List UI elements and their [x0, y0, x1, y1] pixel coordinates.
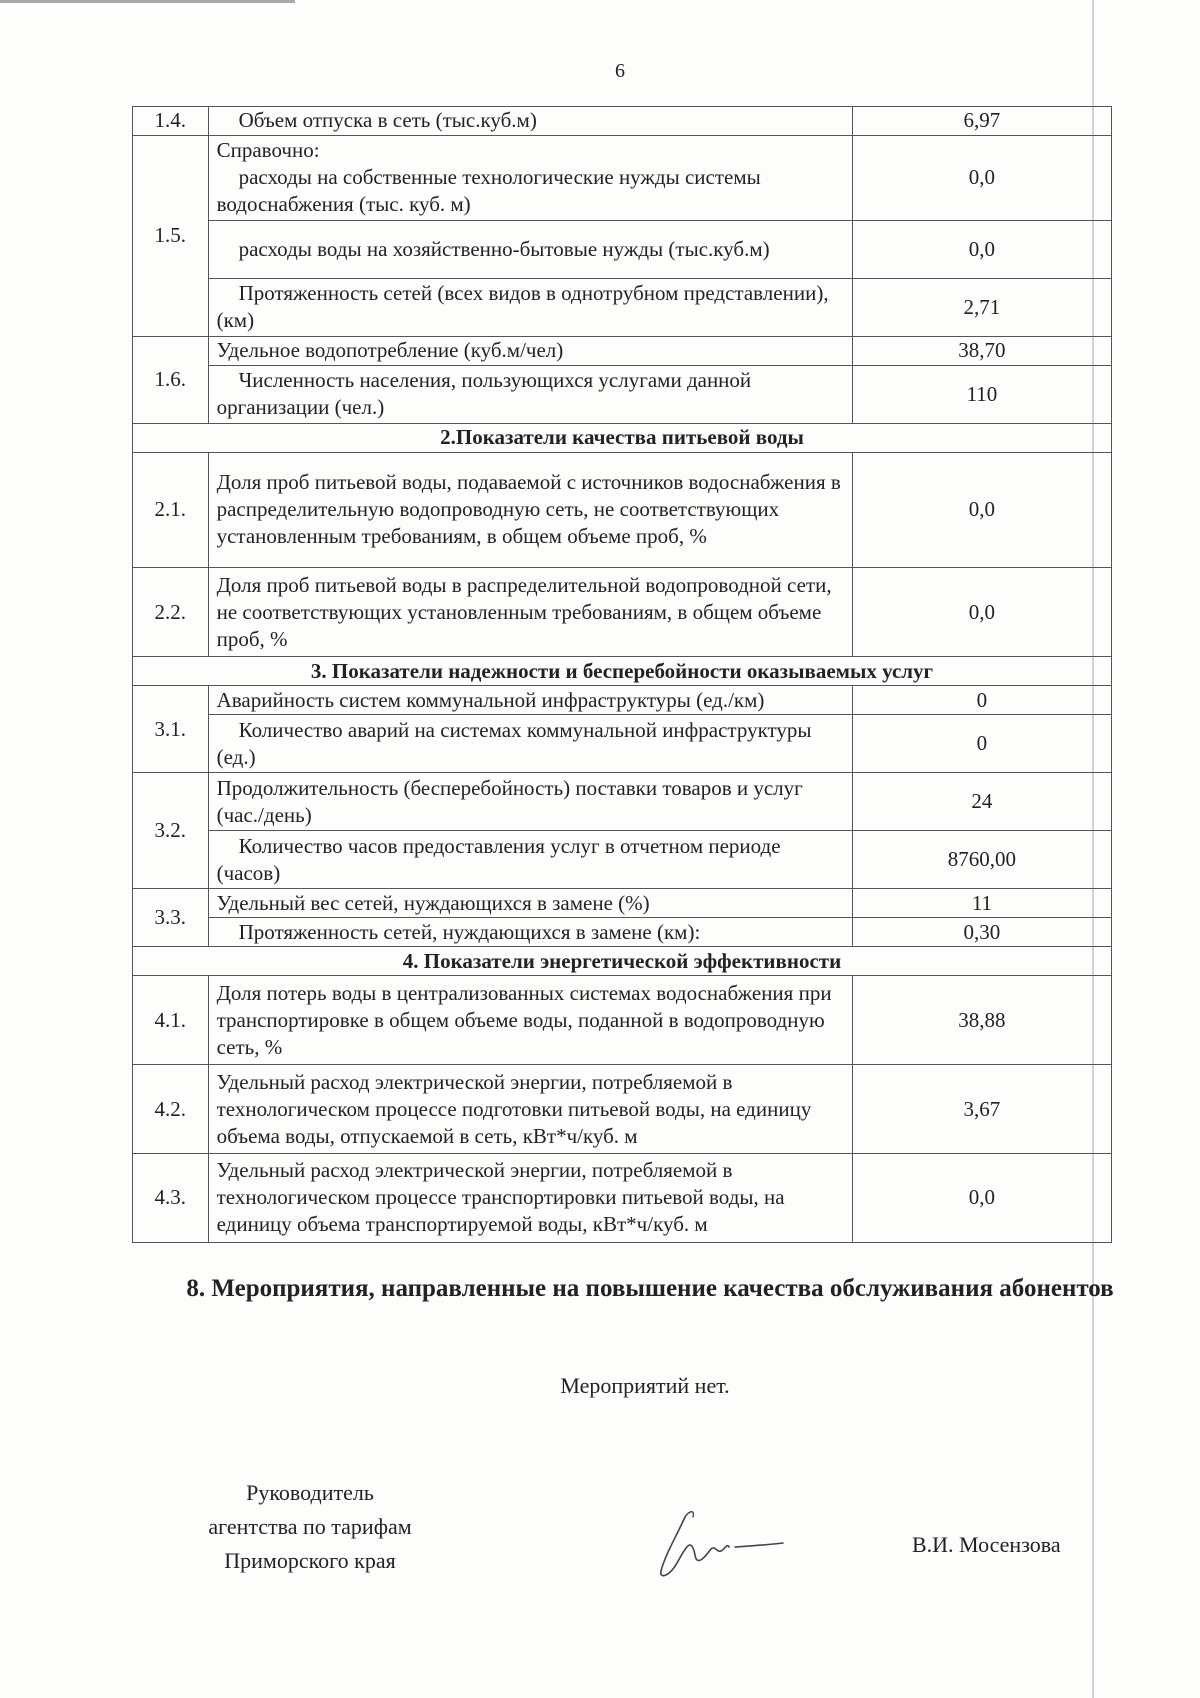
- table-row: [133, 889, 1112, 918]
- row-value: 0: [852, 715, 1111, 773]
- row-value: 0,0: [852, 1153, 1111, 1242]
- signature-scribble: [655, 1505, 795, 1585]
- row-value: 38,70: [852, 336, 1111, 365]
- signer-title: Руководитель агентства по тарифам Приморского края: [208, 1480, 412, 1573]
- row-value: 0,0: [852, 135, 1111, 220]
- table-row: [133, 365, 1112, 423]
- row-description: Количество часов предоставления услуг в отчетном периоде (часов): [208, 831, 852, 889]
- row-value: 11: [852, 889, 1111, 918]
- row-number: 4.1.: [133, 976, 209, 1065]
- row-description: Численность населения, пользующихся услугами данной организации (чел.): [208, 365, 852, 423]
- row-value: 24: [852, 773, 1111, 831]
- row-number: 4.2.: [133, 1065, 209, 1154]
- row-description: Аварийность систем коммунальной инфраструктуры (ед./км): [208, 686, 852, 715]
- row-number: 4.3.: [133, 1153, 209, 1242]
- row-value: 3,67: [852, 1065, 1111, 1154]
- scan-edge-top: [0, 0, 295, 3]
- section-heading: 8. Мероприятия, направленные на повышение качества обслуживания абонентов: [186, 1275, 1114, 1302]
- table-row: [133, 568, 1112, 657]
- row-description: Доля потерь воды в централизованных системах водоснабжения при транспортировке в общем объеме воды, поданной в водопроводную сеть, %: [208, 976, 852, 1065]
- row-value: 8760,00: [852, 831, 1111, 889]
- row-description: Удельное водопотребление (куб.м/чел): [208, 336, 852, 365]
- row-value: 38,88: [852, 976, 1111, 1065]
- row-description: расходы воды на хозяйственно-бытовые нужды (тыс.куб.м): [208, 220, 852, 278]
- row-number: 3.3.: [133, 889, 209, 947]
- row-value: 110: [852, 365, 1111, 423]
- row-value: 0,30: [852, 918, 1111, 947]
- row-number: 1.5.: [133, 135, 209, 336]
- row-number: 2.2.: [133, 568, 209, 657]
- no-activities-text: Мероприятий нет.: [560, 1373, 730, 1398]
- row-value: 6,97: [852, 107, 1111, 136]
- table-row: [133, 686, 1112, 715]
- table-row: [133, 715, 1112, 773]
- row-description: Протяженность сетей, нуждающихся в замене (км):: [208, 918, 852, 947]
- table-row: [133, 976, 1112, 1065]
- table-row: [133, 220, 1112, 278]
- row-number: 1.4.: [133, 107, 209, 136]
- row-description: Удельный вес сетей, нуждающихся в замене (%): [208, 889, 852, 918]
- row-value: 0,0: [852, 220, 1111, 278]
- table-row: [133, 135, 1112, 220]
- indicators-table: [132, 106, 1112, 1243]
- section-row: [133, 423, 1112, 452]
- section-title: 4. Показатели энергетической эффективности: [133, 947, 1112, 976]
- row-description: Протяженность сетей (всех видов в однотрубном представлении), (км): [208, 278, 852, 336]
- row-number: 2.1.: [133, 452, 209, 568]
- section-row: [133, 657, 1112, 686]
- row-description: Доля проб питьевой воды в распределительной водопроводной сети, не соответствующих установленным требованиям, в общем объеме проб, %: [208, 568, 852, 657]
- table-row: [133, 336, 1112, 365]
- page-number: 6: [615, 60, 625, 82]
- row-value: 0,0: [852, 452, 1111, 568]
- signer-name: В.И. Мосензова: [912, 1532, 1061, 1557]
- row-number: 3.1.: [133, 686, 209, 773]
- table-row: [133, 918, 1112, 947]
- row-description: Удельный расход электрической энергии, потребляемой в технологическом процессе транспортировки питьевой воды, на единицу объема транспортируемой воды, кВт*ч/куб. м: [208, 1153, 852, 1242]
- row-description: Количество аварий на системах коммунальной инфраструктуры (ед.): [208, 715, 852, 773]
- section-row: [133, 947, 1112, 976]
- row-description: Удельный расход электрической энергии, потребляемой в технологическом процессе подготовки питьевой воды, на единицу объема воды, отпускаемой в сеть, кВт*ч/куб. м: [208, 1065, 852, 1154]
- row-description: Объем отпуска в сеть (тыс.куб.м): [208, 107, 852, 136]
- table-row: [133, 1065, 1112, 1154]
- table-row: [133, 278, 1112, 336]
- row-value: 2,71: [852, 278, 1111, 336]
- row-value: 0,0: [852, 568, 1111, 657]
- table-row: [133, 831, 1112, 889]
- row-number: 1.6.: [133, 336, 209, 423]
- table-row: [133, 1153, 1112, 1242]
- table-row: [133, 773, 1112, 831]
- row-number: 3.2.: [133, 773, 209, 889]
- section-title: 3. Показатели надежности и бесперебойности оказываемых услуг: [133, 657, 1112, 686]
- table-row: [133, 452, 1112, 568]
- row-description: Доля проб питьевой воды, подаваемой с источников водоснабжения в распределительную водопроводную сеть, не соответствующих установленным требованиям, в общем объеме проб, %: [208, 452, 852, 568]
- row-description: Справочно: расходы на собственные технологические нужды системы водоснабжения (тыс. куб. м): [208, 135, 852, 220]
- row-description: Продолжительность (бесперебойность) поставки товаров и услуг (час./день): [208, 773, 852, 831]
- table-row: [133, 107, 1112, 136]
- section-title: 2.Показатели качества питьевой воды: [133, 423, 1112, 452]
- row-value: 0: [852, 686, 1111, 715]
